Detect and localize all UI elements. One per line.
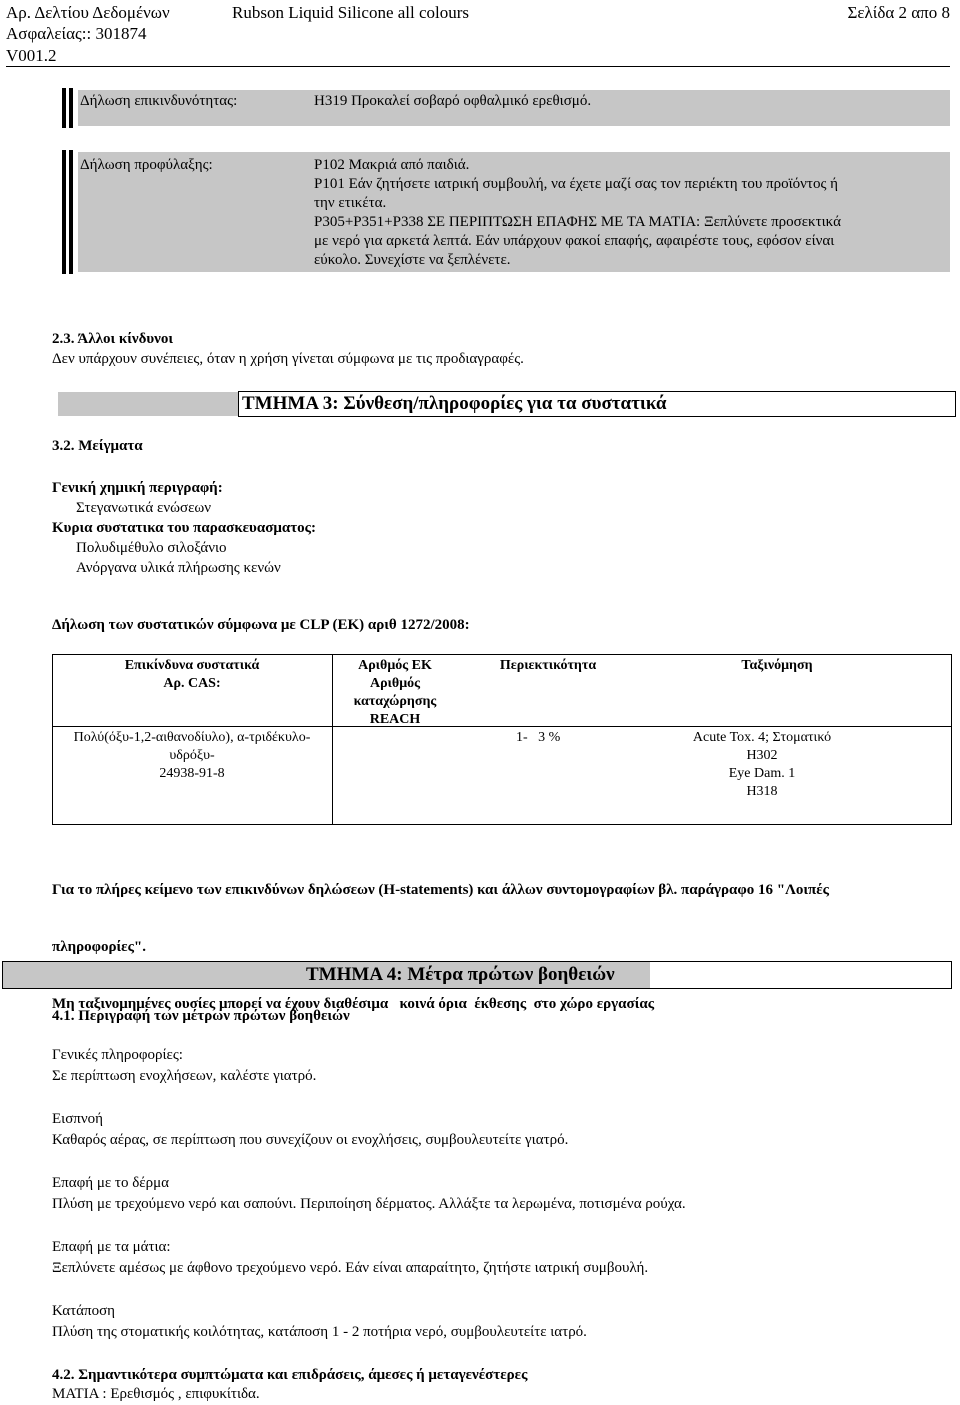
precaution-line: P101 Εάν ζητήσετε ιατρική συμβουλή, να έχετε μαζί σας τον περιέκτη του προϊόντος ή [314, 176, 838, 192]
header-line: καταχώρησης [353, 694, 437, 709]
table-footnote [52, 843, 952, 1033]
footnote-line: πληροφορίες". [52, 939, 146, 955]
table-header-ingredient [52, 657, 332, 693]
general-description-value: Στεγανωτικά ενώσεων [76, 500, 212, 516]
first-aid-general-text: Σε περίπτωση ενοχλήσεων, καλέστε γιατρό. [52, 1068, 317, 1084]
precaution-line: P102 Μακριά από παιδιά. [314, 157, 470, 173]
classification-line: H318 [746, 784, 778, 799]
first-aid-eyes-text: Ξεπλύνετε αμέσως με άφθονο τρεχούμενο νερό. Εάν είναι απαραίτητο, ζητήστε ιατρική συμβουλή. [52, 1260, 649, 1276]
table-header-divider [52, 726, 952, 727]
symptoms-text: ΜΑΤΙΑ : Ερεθισμός , επιφυκίτιδα. [52, 1386, 260, 1402]
header-line: REACH [369, 712, 421, 727]
hazard-statement-label: Δήλωση επικινδυνότητας: [80, 93, 238, 109]
other-hazards-title: 2.3. Άλλοι κίνδυνοι [52, 331, 173, 347]
precaution-line: την ετικέτα. [314, 195, 387, 211]
revision-bars [62, 88, 76, 128]
main-component-item: Ανόργανα υλικά πλήρωσης κενών [76, 560, 281, 576]
product-name: Rubson Liquid Silicone all colours [232, 3, 470, 22]
main-component-item: Πολυδιμέθυλο σιλοξάνιο [76, 540, 227, 556]
header-divider [6, 66, 950, 67]
first-aid-ingestion-head: Κατάποση [52, 1303, 116, 1319]
ingredient-cas-number: 24938-91-8 [159, 766, 225, 781]
doc-number: Ασφαλείας:: 301874 [6, 24, 147, 43]
table-header-content: Περιεκτικότητα [499, 658, 597, 673]
header-line: Αρ. CAS: [163, 676, 221, 691]
classification-line: Eye Dam. 1 [728, 766, 796, 781]
first-aid-skin-text: Πλύση με τρεχούμενο νερό και σαπούνι. Περιποίηση δέρματος. Αλλάξτε τα λερωμένα, ποτισμένα ρούχα. [52, 1196, 686, 1212]
precaution-line: εύκολο. Συνεχίστε να ξεπλένετε. [314, 252, 511, 268]
table-column-divider [332, 654, 333, 825]
first-aid-eyes-head: Επαφή με τα μάτια: [52, 1239, 171, 1255]
symptoms-subsection-title: 4.2. Σημαντικότερα συμπτώματα και επιδράσεις, άμεσες ή μεταγενέστερες [52, 1367, 528, 1383]
first-aid-subsection-title: 4.1. Περιγραφή των μέτρων πρώτων βοηθειών [52, 1008, 350, 1024]
table-header-ec-number [336, 657, 454, 729]
first-aid-inhalation-text: Καθαρός αέρας, σε περίπτωση που συνεχίζουν οι ενοχλήσεις, συμβουλευτείτε γιατρό. [52, 1132, 569, 1148]
header-line: Αριθμός ΕΚ [358, 658, 432, 673]
table-header-classification: Ταξινόμηση [741, 658, 813, 673]
first-aid-inhalation-head: Εισπνοή [52, 1111, 103, 1127]
first-aid-ingestion-text: Πλύση της στοματικής κοιλότητας, κατάποση 1 - 2 ποτήρια νερό, συμβουλευτείτε ιατρό. [52, 1324, 587, 1340]
classification-line: H302 [746, 748, 778, 763]
first-aid-general-head: Γενικές πληροφορίες: [52, 1047, 183, 1063]
table-cell-content: 1- 3 % [516, 730, 561, 745]
header-line: Αριθμός [369, 676, 421, 691]
precaution-line: P305+P351+P338 ΣΕ ΠΕΡΙΠΤΩΣΗ ΕΠΑΦΗΣ ΜΕ ΤΑ ΜΑΤΙΑ: Ξεπλύνετε προσεκτικά [314, 214, 841, 230]
first-aid-skin-head: Επαφή με το δέρμα [52, 1175, 169, 1191]
footnote-line: Για το πλήρες κείμενο των επικινδύνων δηλώσεων (H-statements) και άλλων συντομογραφίων βλ. παράγραφο 16 "Λοιπές [52, 882, 829, 898]
section4-title: ΤΜΗΜΑ 4: Μέτρα πρώτων βοηθειών [306, 964, 615, 985]
revision-bars [62, 150, 76, 274]
section3-title: ΤΜΗΜΑ 3: Σύνθεση/πληροφορίες για τα συστατικά [242, 393, 667, 414]
doc-id-label: Αρ. Δελτίου Δεδομένων [6, 3, 170, 22]
general-description-label: Γενική χημική περιγραφή: [52, 480, 223, 496]
page-number: Σελίδα 2 απο 8 [847, 3, 950, 22]
other-hazards-text: Δεν υπάρχουν συνέπειες, όταν η χρήση γίνεται σύμφωνα με τις προδιαγραφές. [52, 351, 524, 367]
precaution-statement-label: Δήλωση προφύλαξης: [80, 157, 213, 173]
doc-version: V001.2 [6, 46, 57, 65]
clp-declaration-title: Δήλωση των συστατικών σύμφωνα με CLP (ΕΚ) αριθ 1272/2008: [52, 617, 470, 633]
mixtures-subsection-title: 3.2. Μείγματα [52, 438, 143, 454]
footnote-line: Μη ταξινομημένες ουσίες μπορεί να έχουν διαθέσιμα κοινά όρια έκθεσης στο χώρο εργασίας [52, 996, 655, 1012]
main-components-label: Κυρια συστατικα του παρασκευασματος: [52, 520, 316, 536]
ingredient-name-line: Πολύ(όξυ-1,2-αιθανοδίυλο), α-τριδέκυλο- [73, 730, 311, 745]
classification-line: Acute Tox. 4; Στοματικό [692, 730, 832, 745]
ingredient-name-line: υδρόξυ- [169, 748, 215, 763]
table-cell-classification [662, 729, 862, 801]
hazard-statement-text: H319 Προκαλεί σοβαρό οφθαλμικό ερεθισμό. [314, 93, 592, 109]
precaution-statement-text [314, 156, 944, 270]
precaution-line: με νερό για αρκετά λεπτά. Εάν υπάρχουν φακοί επαφής, αφαιρέστε τους, εφόσον είναι [314, 233, 835, 249]
header-line: Επικίνδυνα συστατικά [124, 658, 260, 673]
table-cell-ingredient [52, 729, 332, 783]
